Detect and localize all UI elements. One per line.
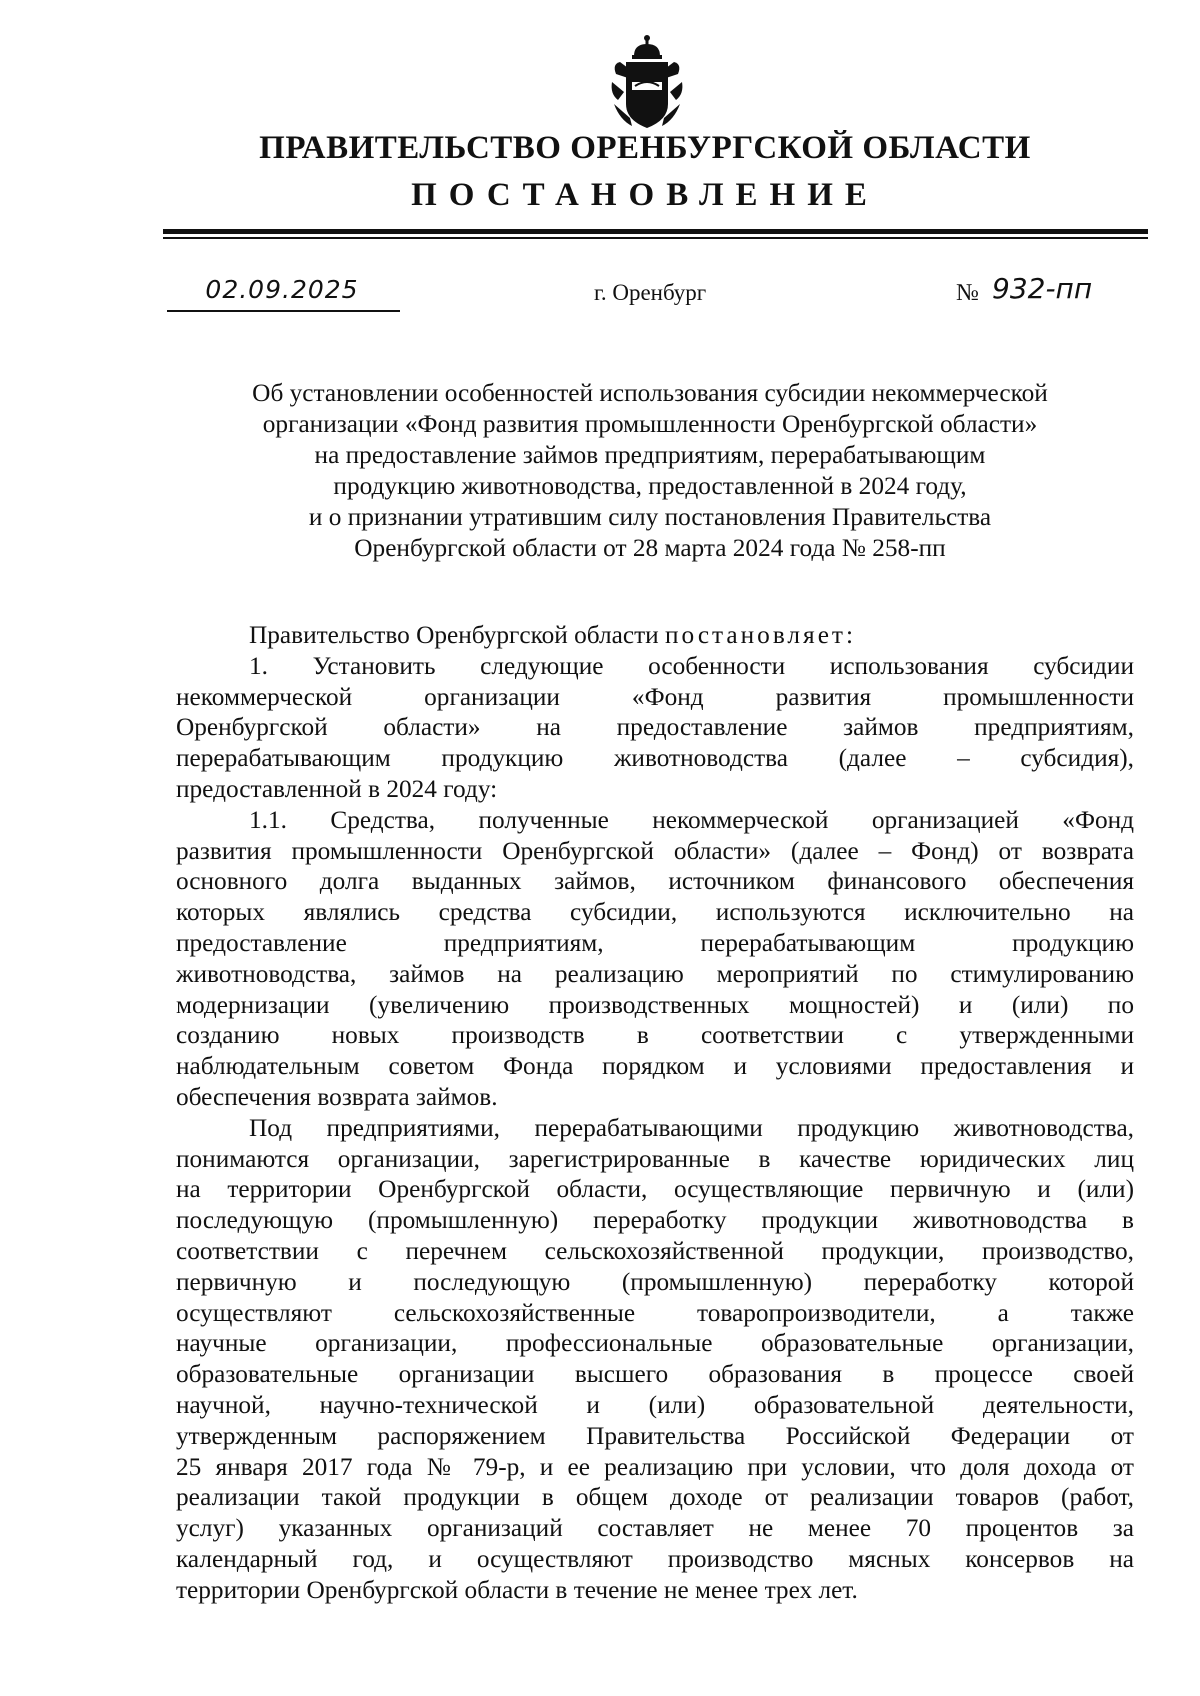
subject-line: продукцию животноводства, предоставленной в 2024 году, <box>333 472 967 500</box>
document-number-label: № <box>956 280 979 306</box>
paragraph-line: понимаются организации, зарегистрированные в качестве юридических лиц <box>176 1144 1134 1173</box>
paragraph-line: животноводства, займов на реализацию мероприятий по стимулированию <box>176 959 1134 988</box>
document-subject <box>190 378 1110 564</box>
subject-line: организации «Фонд развития промышленности Оренбургской области» <box>262 410 1038 438</box>
paragraph-line: 1.1. Средства, полученные некоммерческой организацией «Фонд <box>249 805 1134 834</box>
subject-line: Об установлении особенностей использования субсидии некоммерческой <box>252 379 1048 407</box>
paragraph-line: предоставление предприятиям, перерабатывающим продукцию <box>176 928 1134 957</box>
document-date: 02.09.2025 <box>205 275 359 304</box>
paragraph-line: научные организации, профессиональные образовательные организации, <box>176 1329 1134 1358</box>
paragraph-line: образовательные организации высшего образования в процессе своей <box>176 1360 1134 1389</box>
paragraph-line: научной, научно-технической и (или) образовательной деятельности, <box>176 1390 1134 1419</box>
paragraph-line: 1. Установить следующие особенности использования субсидии <box>249 651 1134 680</box>
header-rule-thick <box>163 229 1148 234</box>
document-city: г. Оренбург <box>594 280 707 305</box>
date-underline <box>167 310 400 312</box>
paragraph-line: некоммерческой организации «Фонд развития промышленности <box>176 682 1134 711</box>
subject-line: Оренбургской области от 28 марта 2024 года № 258-пп <box>354 534 946 562</box>
document-body <box>176 620 1134 1606</box>
paragraph-line: обеспечения возврата займов. <box>176 1082 498 1111</box>
paragraph-line: которых являлись средства субсидии, используются исключительно на <box>176 898 1134 927</box>
paragraph-line: 25 января 2017 года № 79-р, и ее реализацию при условии, что доля дохода от <box>176 1452 1134 1481</box>
preamble <box>176 620 1134 651</box>
paragraph-line: наблюдательным советом Фонда порядком и условиями предоставления и <box>176 1052 1134 1081</box>
paragraph-line: развития промышленности Оренбургской области» (далее – Фонд) от возврата <box>176 836 1134 865</box>
paragraph-line: основного долга выданных займов, источником финансового обеспечения <box>176 867 1134 896</box>
paragraph-line: календарный год, и осуществляют производство мясных консервов на <box>176 1544 1134 1573</box>
paragraph-line: модернизации (увеличению производственных мощностей) и (или) по <box>176 990 1134 1019</box>
paragraph-line: первичную и последующую (промышленную) переработку которой <box>176 1267 1134 1296</box>
preamble-verb: постановляет: <box>665 621 857 649</box>
paragraph-line: Оренбургской области» на предоставление займов предприятиям, <box>176 713 1134 742</box>
paragraph-line: перерабатывающим продукцию животноводства (далее – субсидия), <box>176 744 1134 773</box>
paragraph-line: Под предприятиями, перерабатывающими продукцию животноводства, <box>249 1113 1134 1142</box>
paragraph-line: услуг) указанных организаций составляет не менее 70 процентов за <box>176 1514 1134 1543</box>
paragraph-line: соответствии с перечнем сельскохозяйственной продукции, производство, <box>176 1236 1134 1265</box>
document-type-title: ПОСТАНОВЛЕНИЕ <box>411 177 879 213</box>
organization-title: ПРАВИТЕЛЬСТВО ОРЕНБУРГСКОЙ ОБЛАСТИ <box>259 130 1031 166</box>
paragraph-line: осуществляют сельскохозяйственные товаропроизводители, а также <box>176 1298 1134 1327</box>
paragraph-line: утвержденным распоряжением Правительства Российской Федерации от <box>176 1421 1134 1450</box>
document-number: 932-пп <box>992 272 1093 305</box>
paragraph-line: территории Оренбургской области в течение не менее трех лет. <box>176 1575 858 1604</box>
paragraph-line: последующую (промышленную) переработку продукции животноводства в <box>176 1206 1134 1235</box>
subject-line: и о признании утратившим силу постановления Правительства <box>308 503 992 531</box>
paragraph-line: предоставленной в 2024 году: <box>176 774 498 803</box>
paragraph-line: созданию новых производств в соответствии с утвержденными <box>176 1021 1134 1050</box>
paragraph-line: реализации такой продукции в общем доходе от реализации товаров (работ, <box>176 1483 1134 1512</box>
coat-of-arms-icon <box>610 34 684 132</box>
header-rule-thin <box>163 237 1148 239</box>
preamble-prefix: Правительство Оренбургской области <box>249 621 659 649</box>
subject-line: на предоставление займов предприятиям, перерабатывающим <box>314 441 986 469</box>
paragraph-line: на территории Оренбургской области, осуществляющие первичную и (или) <box>176 1175 1134 1204</box>
